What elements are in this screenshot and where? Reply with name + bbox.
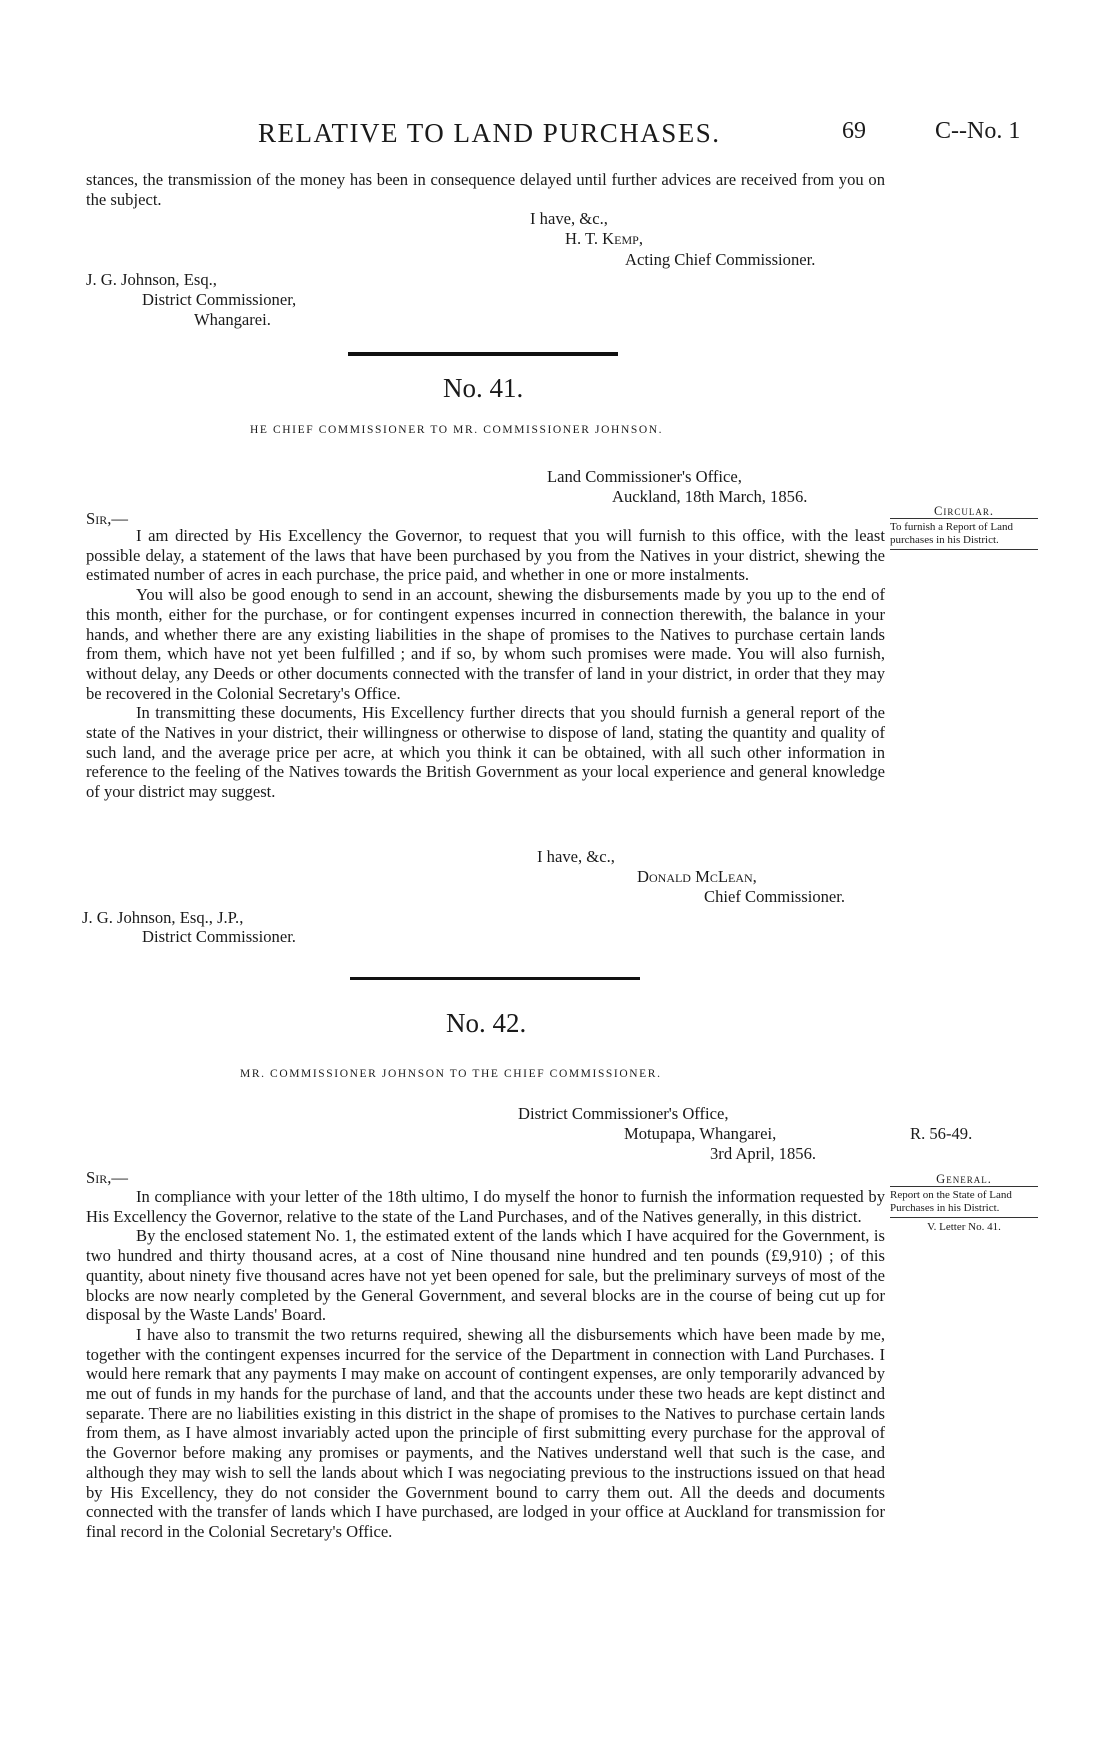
margin-note: To furnish a Report of Land purchases in his District. xyxy=(890,518,1038,550)
letter-41-margin xyxy=(890,505,1038,550)
section-divider xyxy=(350,977,640,980)
section-divider xyxy=(348,352,618,356)
letter-42-salutation: Sir,— xyxy=(86,1168,128,1187)
continuation-paragraph: stances, the transmission of the money has been in consequence delayed until further advices are received from you on the subject. xyxy=(86,170,885,209)
paragraph: I have also to transmit the two returns required, shewing all the disbursements which have been made by me, together with the contingent expenses incurred for the service of the Department in connection with Land Purchases. I would here remark that any payments I may make on account of contingent expenses, are only temporarily advanced by me out of funds in my hands for the purchase of land, and that the accounts under these two heads are kept distinct and separate. There are no liabilities existing in this district in the shape of promises to the Natives to purchase certain lands from them, as I have almost invariably acted upon the principle of first submitting every purchase for the approval of the Governor before making any promises or payments, and the Natives understand well that such is the case, and although they may wish to sell the lands about which I was negociating previous to the instructions issued on that head by His Excellency, they do not consider the Government bound to carry them out. All the deeds and documents connected with the transfer of lands which I have purchased, are lodged in your office at Auckland for transmission for final record in the Colonial Secretary's Office. xyxy=(86,1324,885,1541)
margin-note: Report on the State of Land Purchases in his District. xyxy=(890,1186,1038,1218)
margin-reference: V. Letter No. 41. xyxy=(927,1221,1001,1233)
letter-41-heading: HE CHIEF COMMISSIONER TO MR. COMMISSIONER JOHNSON. xyxy=(250,424,664,436)
letter-42-number: No. 42. xyxy=(446,1008,527,1038)
paragraph: By the enclosed statement No. 1, the estimated extent of the lands which I have acquired for the Government, is two hundred and thirty thousand acres, at a cost of Nine thousand nine hundred and ten pounds (£9,910) ; of this quantity, about ninety five thousand acres have not yet been opened for sale, but the preliminary surveys of most of the blocks are now nearly completed by the General Government, and several blocks are in the course of being cut up for disposal by the Waste Lands' Board. xyxy=(86,1226,885,1325)
letter-42-margin xyxy=(890,1173,1038,1234)
letter-42-sender-date: 3rd April, 1856. xyxy=(710,1144,817,1163)
letter-41-body xyxy=(86,526,885,802)
letter-41-sender-office: Land Commissioner's Office, xyxy=(547,467,742,486)
addressee-role: District Commissioner, xyxy=(142,290,297,309)
page-header-title: RELATIVE TO LAND PURCHASES. xyxy=(258,118,721,148)
letter-41-salutation: Sir,— xyxy=(86,509,128,528)
letter-41-signatory: Donald McLean, xyxy=(637,867,757,886)
margin-heading: General. xyxy=(936,1172,992,1186)
letter-42-sender-place: Motupapa, Whangarei, xyxy=(624,1124,777,1143)
closing-line: I have, &c., xyxy=(530,209,608,228)
letter-41-number: No. 41. xyxy=(443,373,524,403)
series-number: C--No. 1 xyxy=(935,118,1021,144)
paragraph: In transmitting these documents, His Excellency further directs that you should furnish a general report of the state of the Natives in your district, their willingness or otherwise to dispose of land, stating the quantity and quality of such land, and the average price per acre, at which you think it can be obtained, with all such other information in reference to the feeling of the Natives towards the British Government as your local experience and general knowledge of your district may suggest. xyxy=(86,703,885,802)
signatory-name: H. T. Kemp, xyxy=(565,229,643,248)
paragraph: You will also be good enough to send in an account, shewing the disbursements made by you up to the end of this month, either for the purchase, or for contingent expenses incurred in connection therewith, the balance in your hands, and whether there are any existing liabilities in the shape of promises to the Natives to purchase certain lands from them, which have not yet been fulfilled ; and if so, by whom such promises were made. You will also furnish, without delay, any Deeds or other documents connected with the transfer of land in your district, in order that they may be recovered in the Colonial Secretary's Office. xyxy=(86,585,885,703)
signatory-title: Acting Chief Commissioner. xyxy=(625,250,816,269)
addressee-name: J. G. Johnson, Esq., xyxy=(86,270,217,289)
letter-41-addressee: J. G. Johnson, Esq., J.P., xyxy=(82,908,244,927)
page-number: 69 xyxy=(842,118,866,144)
addressee-place: Whangarei. xyxy=(194,310,271,329)
letter-42-body xyxy=(86,1187,885,1542)
letter-41-closing: I have, &c., xyxy=(537,847,615,866)
letter-42-heading: MR. COMMISSIONER JOHNSON TO THE CHIEF COMMISSIONER. xyxy=(240,1068,662,1080)
letter-42-sender-office: District Commissioner's Office, xyxy=(518,1104,729,1123)
letter-41-signatory-title: Chief Commissioner. xyxy=(704,887,846,906)
letter-41-sender-date: Auckland, 18th March, 1856. xyxy=(612,487,808,506)
paragraph: In compliance with your letter of the 18th ultimo, I do myself the honor to furnish the information requested by His Excellency the Governor, relative to the state of the Land Purchases, and of the Natives generally, in this district. xyxy=(86,1187,885,1226)
margin-heading: Circular. xyxy=(934,504,994,518)
letter-41-addressee-role: District Commissioner. xyxy=(142,927,296,946)
paragraph: I am directed by His Excellency the Governor, to request that you will furnish to this office, with the least possible delay, a statement of the laws that have been purchased by you from the Natives in your district, shewing the estimated number of acres in each purchase, the price paid, and whether in one or more instalments. xyxy=(86,526,885,585)
letter-42-reference: R. 56-49. xyxy=(910,1124,973,1143)
